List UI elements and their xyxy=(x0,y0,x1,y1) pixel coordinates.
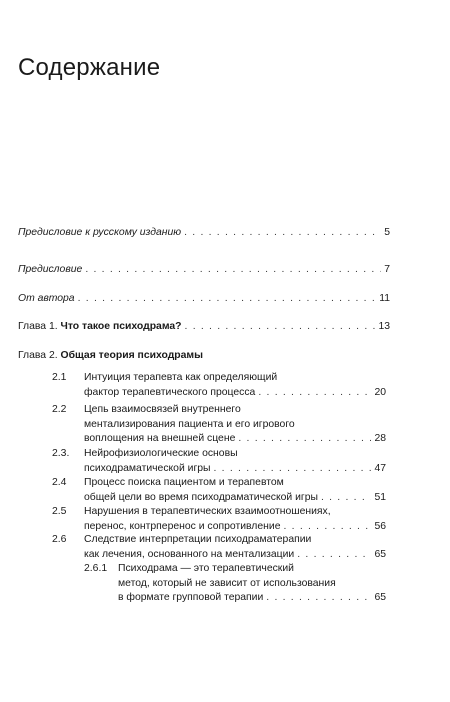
dot-leader xyxy=(266,591,371,606)
toc-entry-section-2-1[interactable] xyxy=(84,371,386,400)
dot-leader xyxy=(78,291,377,306)
entry-line: общей цели во время психодраматической игры xyxy=(84,491,318,503)
dot-leader xyxy=(185,319,376,334)
page-number: 5 xyxy=(384,227,390,238)
entry-line: перенос, контрперенос и сопротивление xyxy=(84,520,281,532)
page-number: 7 xyxy=(384,264,390,275)
subsection-number: 2.6.1 xyxy=(84,563,108,574)
toc-entry-foreword[interactable] xyxy=(18,262,390,277)
page-number: 13 xyxy=(378,321,390,332)
entry-line: фактор терапевтического процесса xyxy=(84,386,256,398)
toc-entry-from-author[interactable] xyxy=(18,291,390,306)
entry-line: ментализирования пациента и его игрового xyxy=(84,418,295,430)
entry-label: Предисловие xyxy=(18,264,83,275)
page-number: 65 xyxy=(374,548,386,560)
section-number: 2.4 xyxy=(52,477,67,488)
page-number: 20 xyxy=(374,386,386,398)
dot-leader xyxy=(238,432,371,447)
chapter-title: Что такое психодрама? xyxy=(60,321,182,332)
entry-label xyxy=(18,348,203,363)
page-number: 65 xyxy=(374,592,386,603)
entry-line: в формате групповой терапии xyxy=(118,592,264,603)
page-title: Содержание xyxy=(18,54,161,81)
entry-line: Следствие интерпретации психодраматерапии xyxy=(84,534,312,545)
dot-leader xyxy=(85,262,381,277)
entry-line: Нейрофизиологические основы xyxy=(84,448,238,459)
section-number: 2.1 xyxy=(52,372,67,383)
entry-line: воплощения на внешней сцене xyxy=(84,433,236,444)
section-number: 2.2 xyxy=(52,404,67,415)
toc-entry-section-2-5[interactable] xyxy=(84,505,386,534)
toc-entry-subsection-2-6-1[interactable] xyxy=(118,562,386,606)
page-number: 28 xyxy=(374,433,386,444)
chapter-prefix: Глава 2. xyxy=(18,350,58,361)
dot-leader xyxy=(297,548,371,563)
section-number: 2.3. xyxy=(52,448,70,459)
toc-entry-foreword-russian[interactable] xyxy=(18,225,390,240)
toc-entry-section-2-2[interactable] xyxy=(84,403,386,447)
entry-line: психодраматической игры xyxy=(84,462,211,474)
page-number: 47 xyxy=(374,462,386,474)
dot-leader xyxy=(283,520,371,535)
toc-entry-chapter-1[interactable] xyxy=(18,319,390,334)
section-number: 2.6 xyxy=(52,534,67,545)
dot-leader xyxy=(321,491,371,506)
entry-label xyxy=(18,319,182,334)
entry-line: Цепь взаимосвязей внутреннего xyxy=(84,404,241,415)
entry-label: Предисловие к русскому изданию xyxy=(18,227,182,238)
entry-label: От автора xyxy=(18,293,75,304)
dot-leader xyxy=(184,225,381,240)
page-number: 51 xyxy=(374,491,386,503)
entry-line: метод, который не зависит от использования xyxy=(118,577,336,589)
toc-entry-section-2-6[interactable] xyxy=(84,533,386,562)
dot-leader xyxy=(258,386,371,401)
entry-line: как лечения, основанного на ментализации xyxy=(84,548,295,560)
chapter-title: Общая теория психодрамы xyxy=(60,350,203,361)
chapter-prefix: Глава 1. xyxy=(18,321,58,332)
page-number: 56 xyxy=(374,520,386,532)
dot-leader xyxy=(214,462,372,477)
toc-entry-section-2-3[interactable] xyxy=(84,447,386,476)
entry-line: Нарушения в терапевтических взаимоотношениях, xyxy=(84,506,331,517)
toc-entry-chapter-2[interactable] xyxy=(18,348,203,363)
entry-line: Интуиция терапевта как определяющий xyxy=(84,372,278,383)
entry-line: Психодрама — это терапевтический xyxy=(118,563,294,574)
toc-entry-section-2-4[interactable] xyxy=(84,476,386,505)
entry-line: Процесс поиска пациентом и терапевтом xyxy=(84,477,284,488)
section-number: 2.5 xyxy=(52,506,67,517)
page-number: 11 xyxy=(379,293,390,304)
